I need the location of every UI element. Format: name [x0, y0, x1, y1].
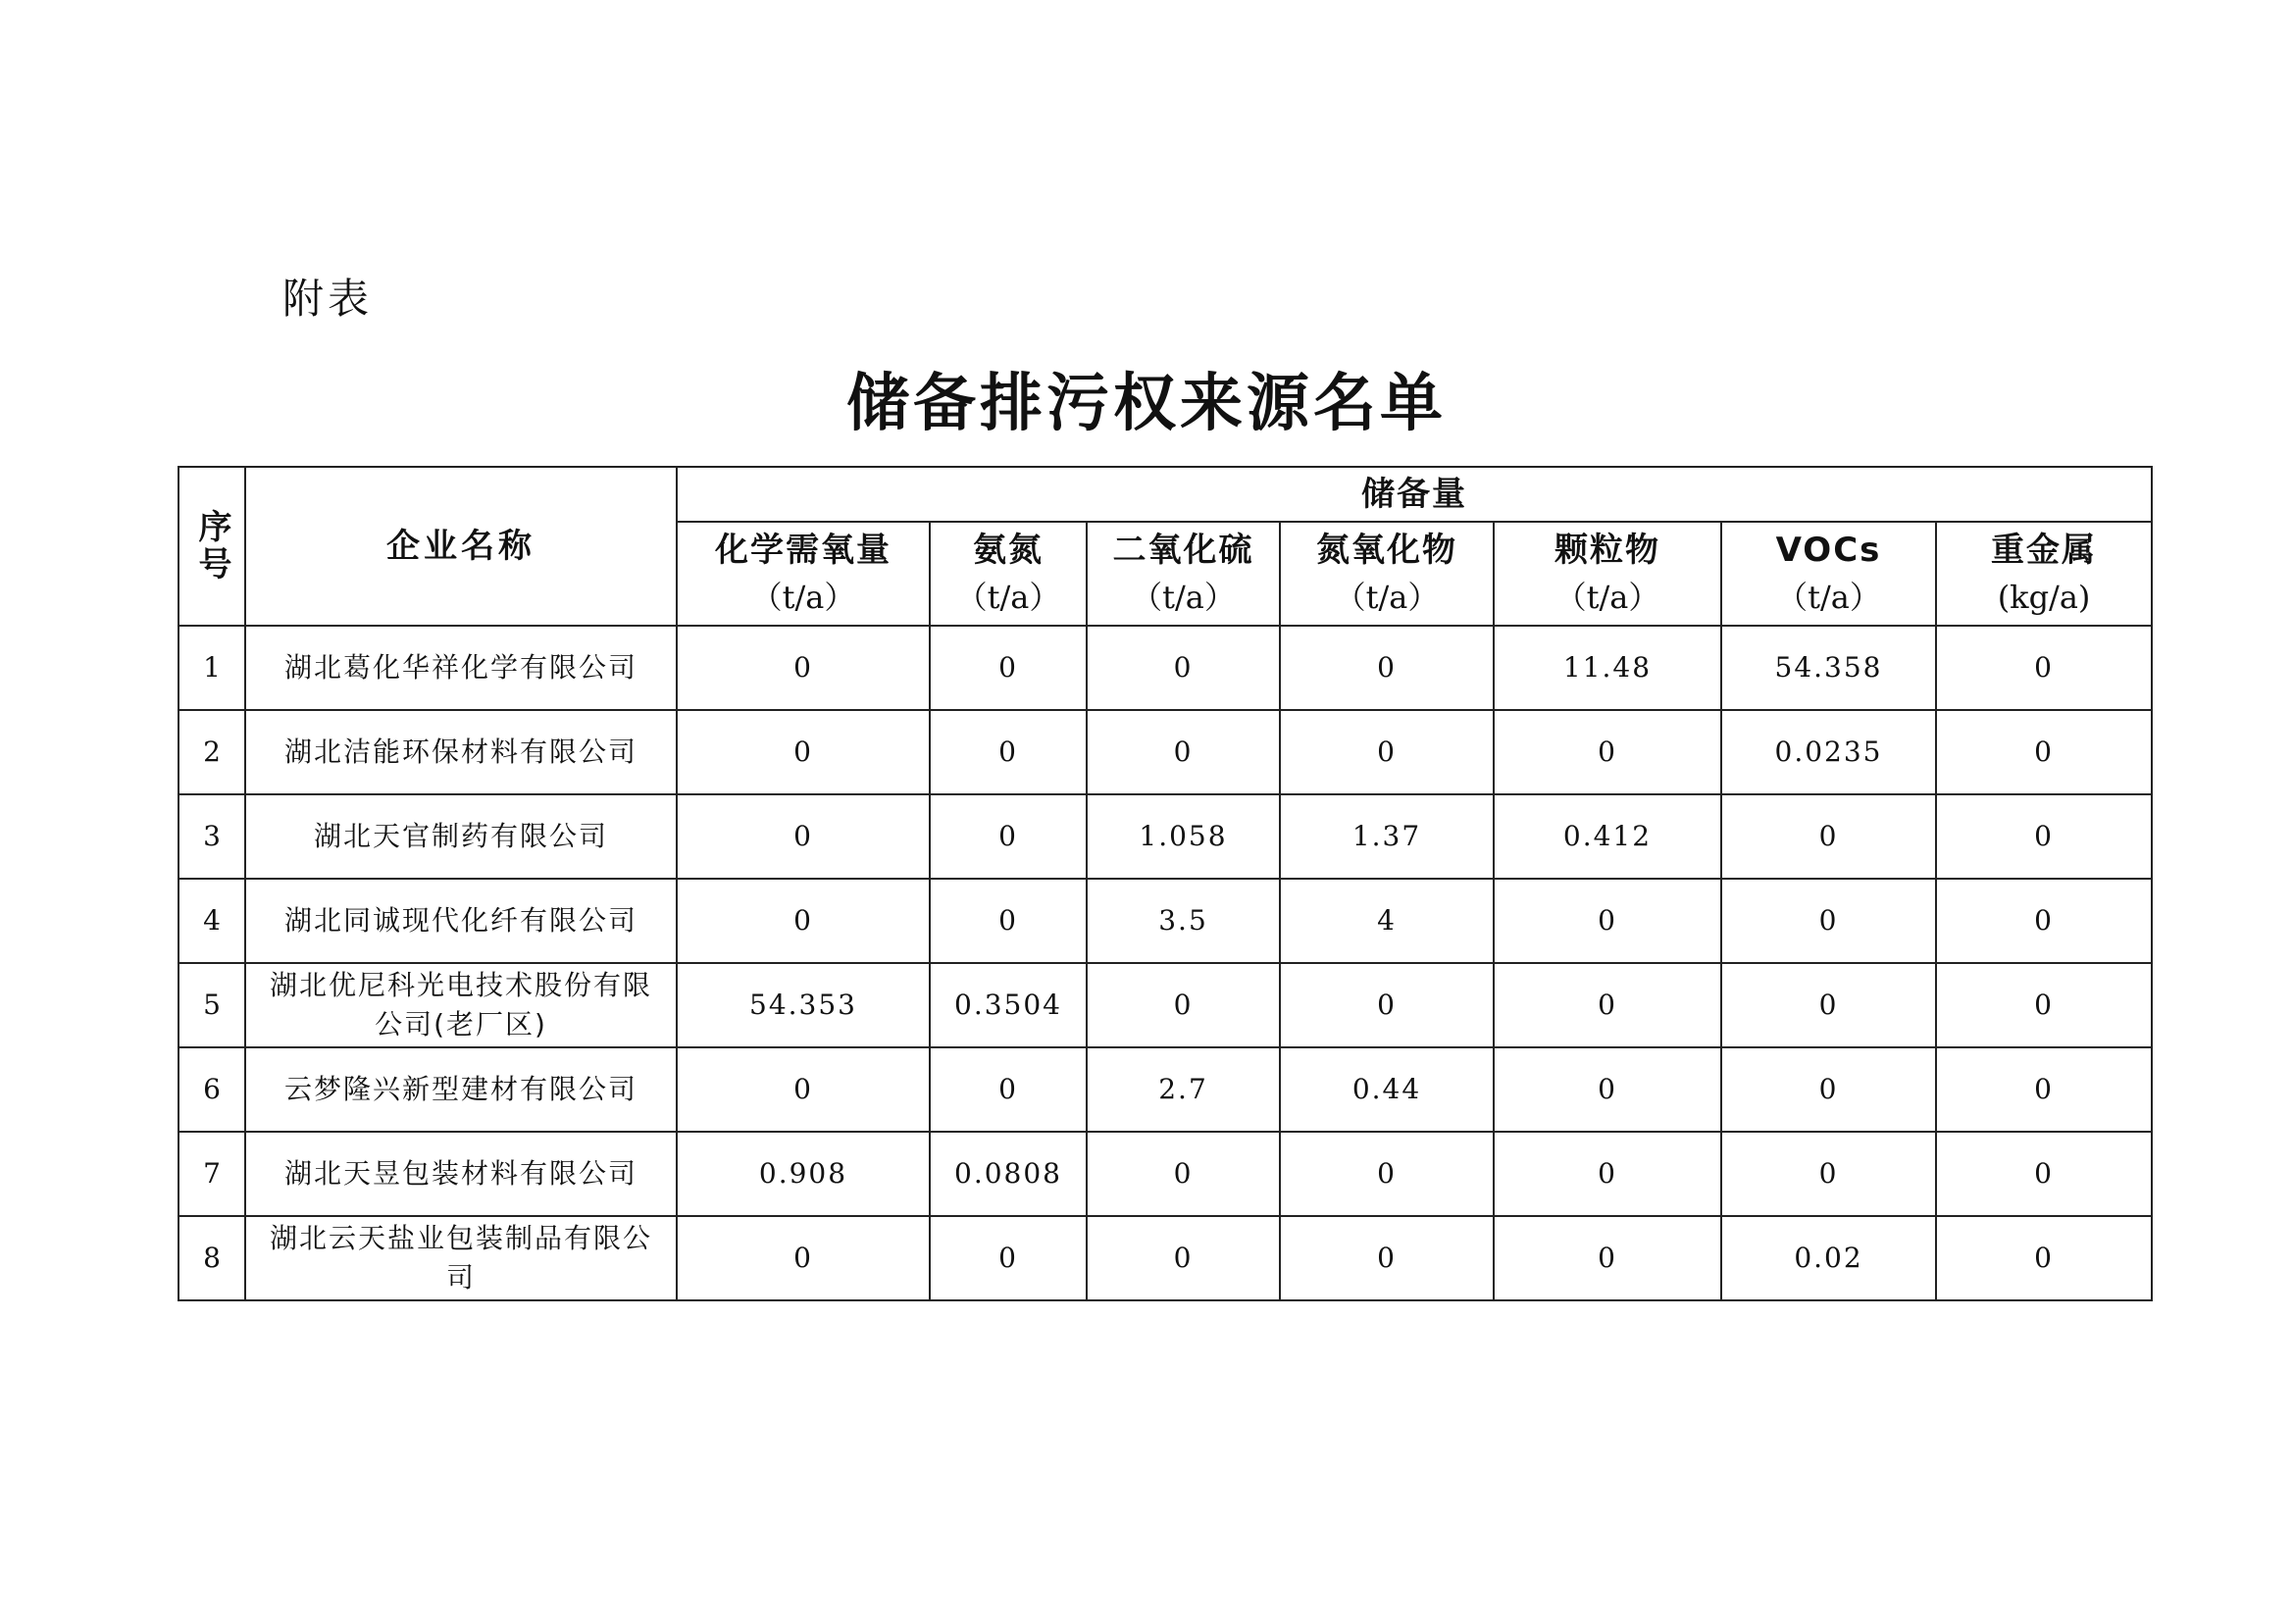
reserve-header: 储备量	[677, 467, 2152, 522]
row-company-name: 湖北天官制药有限公司	[245, 794, 677, 879]
column-header	[677, 522, 930, 626]
column-header-unit: （t/a）	[955, 579, 1061, 616]
row-value: 0	[1494, 1047, 1721, 1132]
row-value: 0	[1494, 879, 1721, 963]
row-value: 0	[677, 1216, 930, 1300]
row-value: 0	[1936, 1216, 2152, 1300]
row-seq: 2	[178, 710, 245, 794]
row-value: 3.5	[1087, 879, 1280, 963]
row-value: 0	[1936, 794, 2152, 879]
column-header-name: 化学需氧量	[715, 531, 892, 570]
row-value: 0	[1280, 626, 1494, 710]
row-value: 0	[677, 879, 930, 963]
column-header-unit: （t/a）	[1776, 579, 1881, 616]
table-row	[178, 1047, 2152, 1132]
column-header-name: 氨氮	[973, 531, 1044, 570]
row-value: 0	[1721, 879, 1936, 963]
row-value: 0.3504	[930, 963, 1087, 1047]
row-value: 0	[1936, 710, 2152, 794]
column-header	[1721, 522, 1936, 626]
seq-header: 序号	[178, 467, 245, 626]
row-value: 0.02	[1721, 1216, 1936, 1300]
column-header	[1936, 522, 2152, 626]
row-seq: 8	[178, 1216, 245, 1300]
row-value: 0	[1087, 710, 1280, 794]
table-row	[178, 879, 2152, 963]
column-header	[930, 522, 1087, 626]
column-header-name: 氮氧化物	[1316, 531, 1457, 570]
row-value: 0	[930, 879, 1087, 963]
row-value: 0	[1087, 1216, 1280, 1300]
row-value: 0	[1087, 963, 1280, 1047]
row-value: 0	[1936, 626, 2152, 710]
table-row	[178, 710, 2152, 794]
column-header-name: VOCs	[1775, 531, 1882, 570]
row-value: 0	[1280, 1216, 1494, 1300]
table-row	[178, 626, 2152, 710]
row-value: 0	[1721, 1047, 1936, 1132]
row-value: 0	[1936, 1132, 2152, 1216]
row-value: 1.37	[1280, 794, 1494, 879]
row-value: 0	[1494, 1132, 1721, 1216]
column-header-unit: （t/a）	[1334, 579, 1440, 616]
row-value: 0.412	[1494, 794, 1721, 879]
row-value: 2.7	[1087, 1047, 1280, 1132]
row-seq: 1	[178, 626, 245, 710]
row-seq: 3	[178, 794, 245, 879]
row-value: 0	[677, 794, 930, 879]
table-row	[178, 1132, 2152, 1216]
table-body	[178, 626, 2152, 1300]
row-value: 0	[930, 1216, 1087, 1300]
row-value: 0	[677, 626, 930, 710]
row-value: 0	[930, 710, 1087, 794]
row-company-name: 湖北葛化华祥化学有限公司	[245, 626, 677, 710]
row-value: 0	[1936, 963, 2152, 1047]
column-header-unit: （t/a）	[1131, 579, 1236, 616]
column-header-name: 重金属	[1991, 531, 2098, 570]
column-header	[1087, 522, 1280, 626]
row-seq: 4	[178, 879, 245, 963]
row-value: 0	[1087, 626, 1280, 710]
row-company-name: 云梦隆兴新型建材有限公司	[245, 1047, 677, 1132]
row-value: 0.0808	[930, 1132, 1087, 1216]
row-value: 0	[930, 794, 1087, 879]
row-value: 54.353	[677, 963, 930, 1047]
row-value: 0	[1721, 963, 1936, 1047]
row-value: 0	[1280, 963, 1494, 1047]
company-header: 企业名称	[245, 467, 677, 626]
emission-rights-table	[178, 466, 2153, 1301]
table-row	[178, 963, 2152, 1047]
row-value: 11.48	[1494, 626, 1721, 710]
row-value: 0	[677, 1047, 930, 1132]
column-header-unit: （t/a）	[750, 579, 856, 616]
row-value: 0	[1936, 1047, 2152, 1132]
row-value: 54.358	[1721, 626, 1936, 710]
row-value: 4	[1280, 879, 1494, 963]
row-value: 0	[1280, 1132, 1494, 1216]
row-value: 0	[930, 1047, 1087, 1132]
row-value: 0	[677, 710, 930, 794]
attachment-label: 附表	[282, 275, 374, 323]
row-value: 0	[930, 626, 1087, 710]
table-row	[178, 794, 2152, 879]
row-company-name: 湖北云天盐业包装制品有限公司	[245, 1216, 677, 1300]
column-header-unit: (kg/a)	[1997, 579, 2091, 616]
column-header-name: 颗粒物	[1554, 531, 1660, 570]
row-value: 0	[1721, 1132, 1936, 1216]
row-seq: 7	[178, 1132, 245, 1216]
row-value: 0	[1494, 1216, 1721, 1300]
row-value: 0	[1936, 879, 2152, 963]
row-value: 1.058	[1087, 794, 1280, 879]
row-company-name: 湖北天昱包装材料有限公司	[245, 1132, 677, 1216]
page-title: 储备排污权来源名单	[846, 368, 1447, 440]
column-header	[1280, 522, 1494, 626]
column-header-unit: （t/a）	[1554, 579, 1660, 616]
row-value: 0.44	[1280, 1047, 1494, 1132]
row-value: 0	[1087, 1132, 1280, 1216]
column-header-name: 二氧化硫	[1112, 531, 1254, 570]
row-value: 0.0235	[1721, 710, 1936, 794]
table-row	[178, 1216, 2152, 1300]
row-value: 0	[1280, 710, 1494, 794]
row-seq: 5	[178, 963, 245, 1047]
row-company-name: 湖北同诚现代化纤有限公司	[245, 879, 677, 963]
row-value: 0	[1721, 794, 1936, 879]
row-value: 0	[1494, 710, 1721, 794]
row-seq: 6	[178, 1047, 245, 1132]
row-value: 0	[1494, 963, 1721, 1047]
row-company-name: 湖北优尼科光电技术股份有限公司(老厂区)	[245, 963, 677, 1047]
row-value: 0.908	[677, 1132, 930, 1216]
row-company-name: 湖北洁能环保材料有限公司	[245, 710, 677, 794]
column-header	[1494, 522, 1721, 626]
